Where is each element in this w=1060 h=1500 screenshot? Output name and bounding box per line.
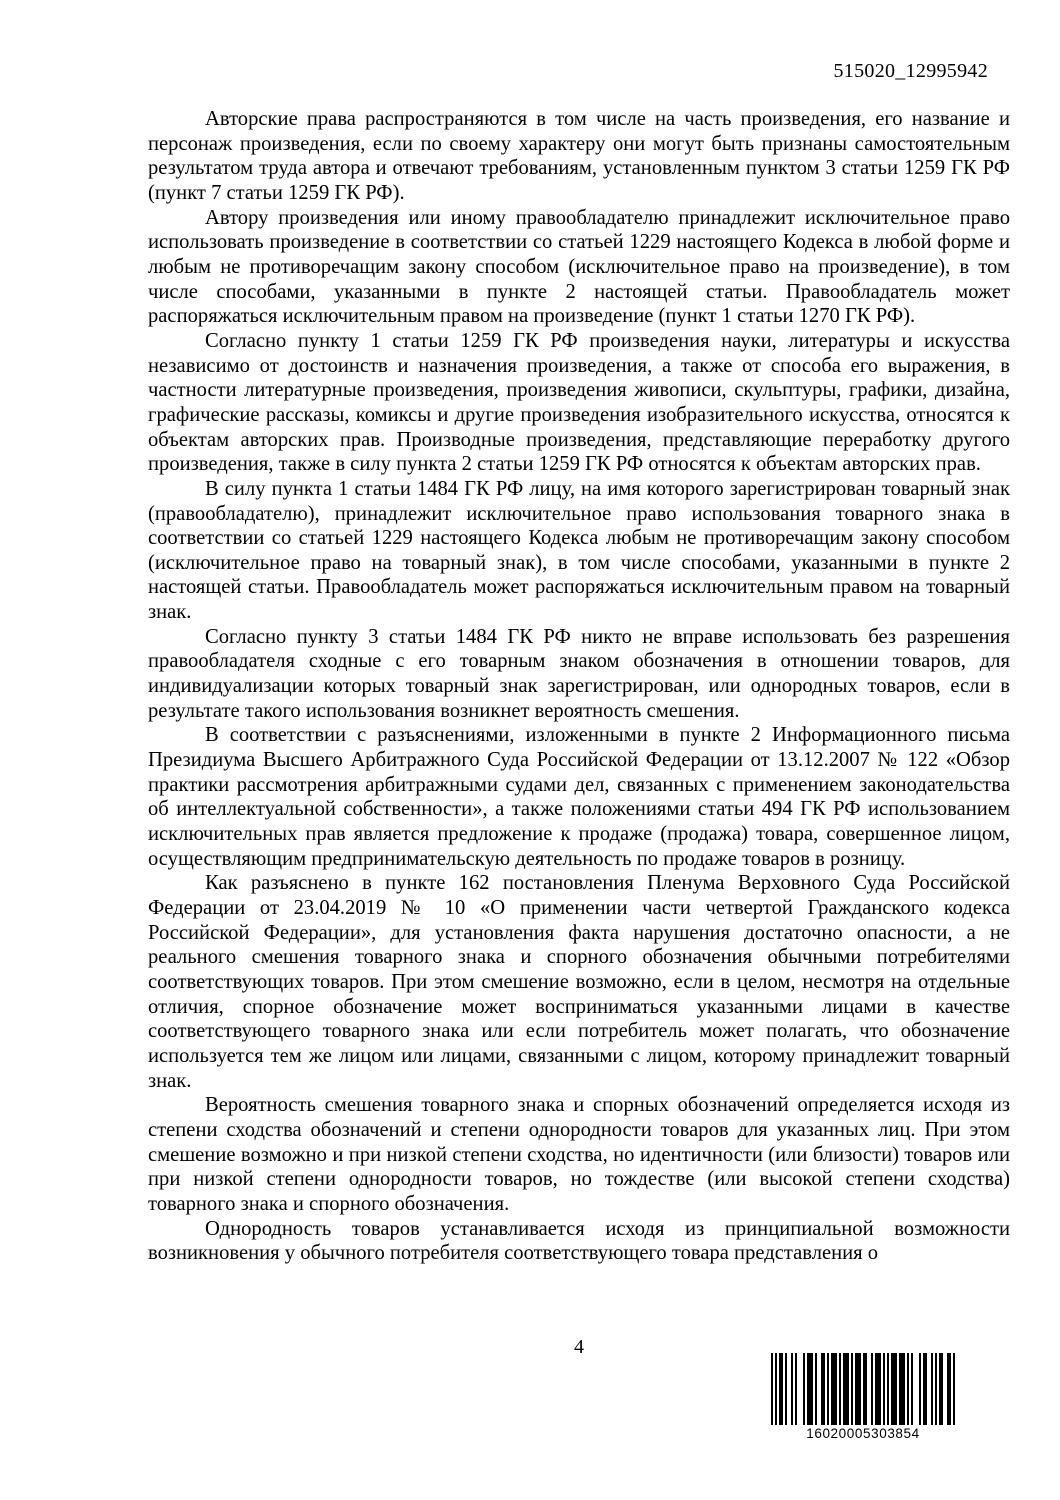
paragraph: Однородность товаров устанавливается исходя из принципиальной возможности возникновения у обычного потребителя соответствующего товара представления о: [148, 1217, 1010, 1265]
paragraph: В силу пункта 1 статьи 1484 ГК РФ лицу, на имя которого зарегистрирован товарный знак (правообладателю), принадлежит исключительное право использования товарного знака в соответствии со статьей 1229 настоящего Кодекса любым не противоречащим закону способом (исключительное право на товарный знак), в том числе способами, указанными в пункте 2 настоящей статьи. Правообладатель может распоряжаться исключительным правом на товарный знак.: [148, 477, 1010, 624]
paragraph: Вероятность смешения товарного знака и спорных обозначений определяется исходя из степени сходства обозначений и степени однородности товаров для указанных лиц. При этом смешение возможно и при низкой степени сходства, но идентичности (или близости) товаров или при низкой степени однородности товаров, но тождестве (или высокой степени сходства) товарного знака и спорного обозначения.: [148, 1094, 1010, 1215]
document-id: 515020_12995942: [833, 60, 988, 82]
paragraph: Согласно пункту 3 статьи 1484 ГК РФ никто не вправе использовать без разрешения правообладателя сходные с его товарным знаком обозначения в отношении товаров, для индивидуализации которых товарный знак зарегистрирован, или однородных товаров, если в результате такого использования возникнет вероятность смешения.: [148, 625, 1010, 722]
barcode-number: 16020005303854: [806, 1426, 920, 1441]
page-number: 4: [574, 1336, 584, 1358]
paragraph: Авторские права распространяются в том числе на часть произведения, его название и персонаж произведения, если по своему характеру они могут быть признаны самостоятельным результатом труда автора и отвечают требованиям, установленным пунктом 3 статьи 1259 ГК РФ (пункт 7 статьи 1259 ГК РФ).: [148, 108, 1010, 204]
barcode: [764, 1353, 962, 1441]
barcode-image: [771, 1353, 955, 1425]
document-body: [148, 107, 1010, 1266]
paragraph: Автору произведения или иному правообладателю принадлежит исключительное право использовать произведение в соответствии со статьей 1229 настоящего Кодекса в любой форме и любым не противоречащим закону способом (исключительное право на произведение), в том числе способами, указанными в пункте 2 настоящей статьи. Правообладатель может распоряжаться исключительным правом на произведение (пункт 1 статьи 1270 ГК РФ).: [148, 206, 1010, 328]
paragraph: Согласно пункту 1 статьи 1259 ГК РФ произведения науки, литературы и искусства независимо от достоинств и назначения произведения, а также от способа его выражения, в частности литературные произведения, произведения живописи, скульптуры, графики, дизайна, графические рассказы, комиксы и другие произведения изобразительного искусства, относятся к объектам авторских прав. Производные произведения, представляющие переработку другого произведения, также в силу пункта 2 статьи 1259 ГК РФ относятся к объектам авторских прав.: [148, 329, 1010, 476]
paragraph: В соответствии с разъяснениями, изложенными в пункте 2 Информационного письма Президиума Высшего Арбитражного Суда Российской Федерации от 13.12.2007 № 122 «Обзор практики рассмотрения арбитражными судами дел, связанных с применением законодательства об интеллектуальной собственности», а также положениями статьи 494 ГК РФ использованием исключительных прав является предложение к продаже (продажа) товара, совершенное лицом, осуществляющим предпринимательскую деятельность по продаже товаров в розницу.: [148, 724, 1010, 870]
paragraph: Как разъяснено в пункте 162 постановления Пленума Верховного Суда Российской Федерации от 23.04.2019 № 10 «О применении части четвертой Гражданского кодекса Российской Федерации», для установления факта нарушения достаточно опасности, а не реального смешения товарного знака и спорного обозначения обычными потребителями соответствующих товаров. При этом смешение возможно, если в целом, несмотря на отдельные отличия, спорное обозначение может восприниматься указанными лицами в качестве соответствующего товарного знака или если потребитель может полагать, что обозначение используется тем же лицом или лицами, связанными с лицом, которому принадлежит товарный знак.: [148, 872, 1010, 1092]
